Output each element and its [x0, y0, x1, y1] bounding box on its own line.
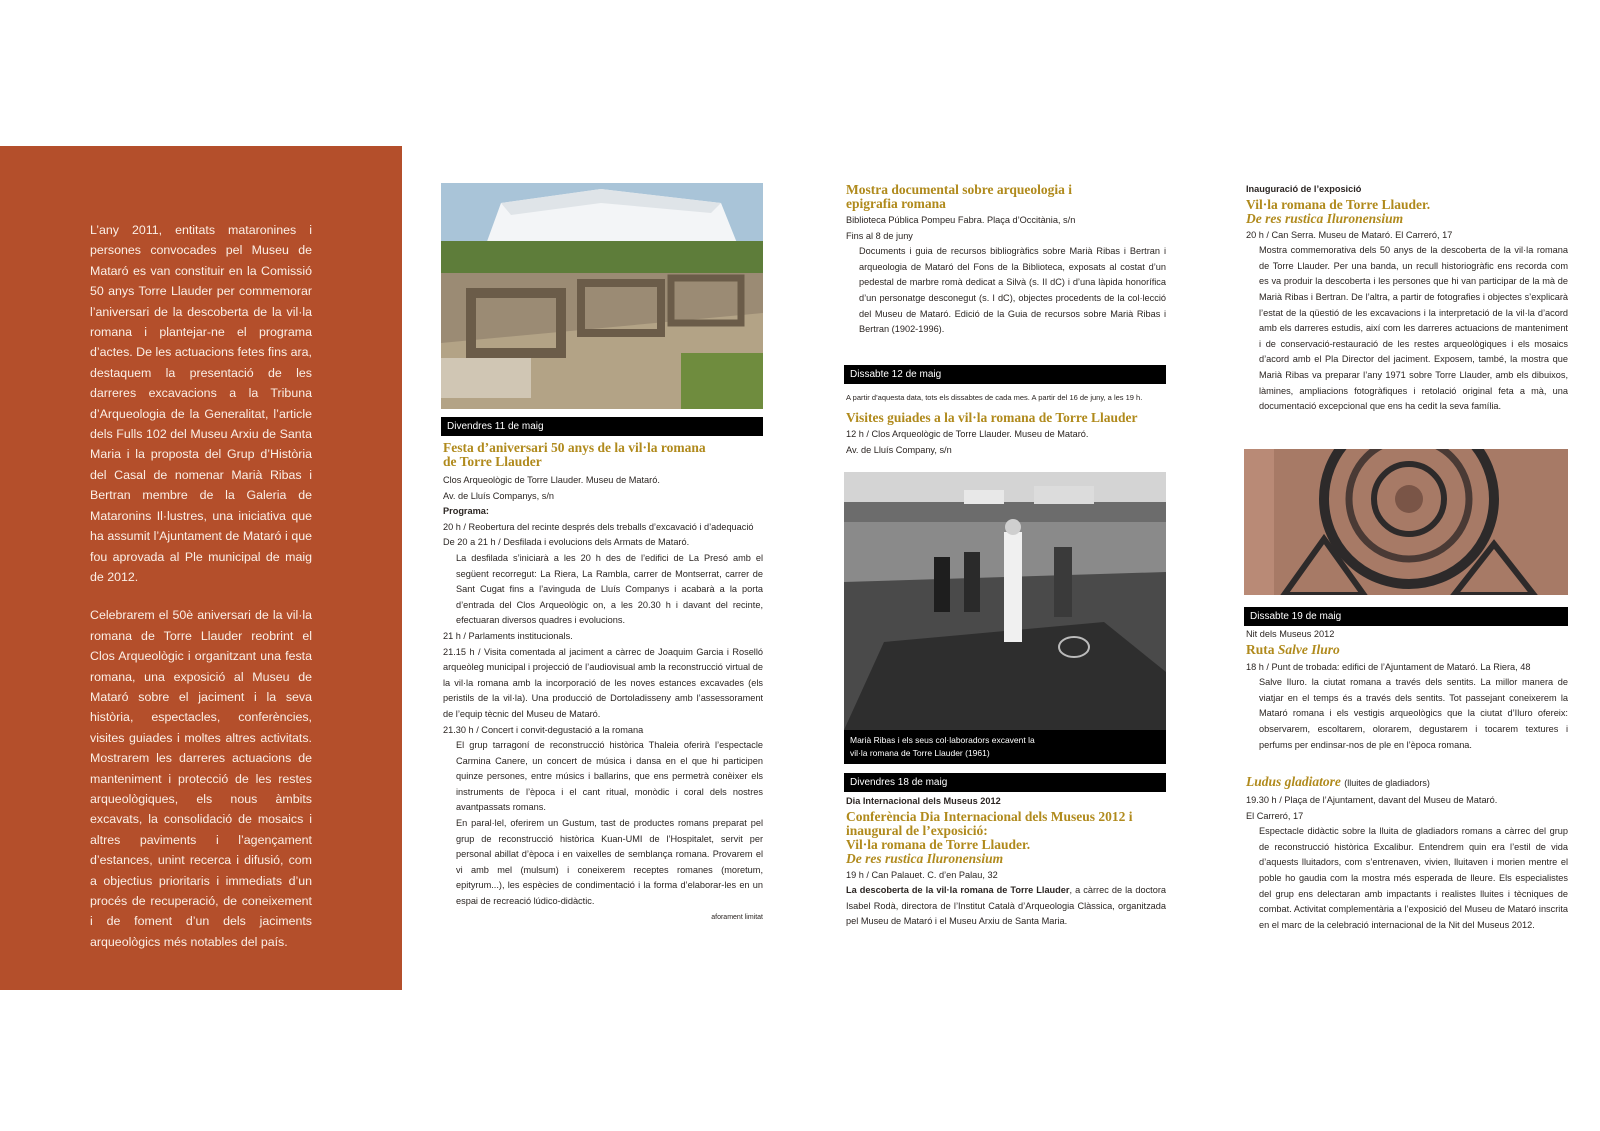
inauguration-label: Inauguració de l’exposició [1246, 184, 1362, 194]
program-item-5: 21.15 h / Visita comentada al jaciment a càrrec de Joaquim Garcia i Roselló arqueòleg municipal i projecció de l’audiovisual amb la reconstrucció virtual de la vil·la romana amb la incorporació de les noves estances excavades (els peristils de la vil·la). Una producció de Dortoladisseny amb l’assessorament de l’equip tècnic del Museu de Mataró. [443, 646, 763, 719]
route-title-name: Salve Iluro [1277, 641, 1340, 657]
museum-day-label: Dia Internacional dels Museus 2012 [846, 796, 1001, 806]
exhibition-place: 20 h / Can Serra. Museu de Mataró. El Carreró, 17 [1246, 229, 1453, 240]
sidebar-text [90, 220, 312, 970]
program-item-1: 20 h / Reobertura del recinte després dels treballs d’excavació i d’adequació [443, 521, 754, 532]
route-title [1246, 643, 1568, 657]
visits-address: Av. de Lluís Company, s/n [846, 444, 952, 455]
conferencia-section [846, 794, 1166, 930]
mostra-dates: Fins al 8 de juny [846, 230, 913, 241]
exposicio-section [1246, 182, 1568, 415]
route-description: Salve Iluro. la ciutat romana a través dels sentits. La millor manera de viatjar en el temps és a través dels sentits. Tot passejant coneixerem la Mataró romana i els vestigis arqueològics que la ciutat d’Iluro ofereix: observarem, escoltarem, olorarem, degustarem i tocarem textures i perfums per endinsar-nos de ple en l’època romana. [1259, 677, 1568, 750]
capacity-footnote: aforament limitat [711, 913, 763, 921]
visites-section [846, 384, 1166, 458]
ludus-place-line2: El Carreró, 17 [1246, 810, 1304, 821]
mostra-description: Documents i guia de recursos bibliogràfics sobre Marià Ribas i Bertran i arqueologia de Mataró del Fons de la Biblioteca, exposats al costat d’un pedestal de marbre romà dedicat a Silvà (s. II dC) i d’una làpida honorífica d’un personatge desconegut (s. I dC), objectes procedents de la col·lecció del Museu de Mataró. Edició de la Guia de recursos sobre Marià Ribas i Bertran (1902-1996). [859, 246, 1166, 335]
photo-caption [844, 730, 1166, 764]
festa-place: Clos Arqueològic de Torre Llauder. Museu de Mataró. [443, 475, 660, 485]
program-item-6: 21.30 h / Concert i convit-degustació a la romana [443, 724, 644, 735]
ludus-section [1246, 775, 1568, 933]
festa-title-line2: de Torre Llauder [443, 454, 542, 469]
festa-address: Av. de Lluís Companys, s/n [443, 490, 554, 501]
date-bar-12-may: Dissabte 12 de maig [844, 365, 1166, 384]
ludus-title-text: Ludus gladiatore [1246, 774, 1341, 789]
mostra-title-line1: Mostra documental sobre arqueologia i [846, 182, 1072, 197]
ludus-place-line1: 19.30 h / Plaça de l’Ajuntament, davant del Museu de Mataró. [1246, 795, 1498, 805]
mostra-place: Biblioteca Pública Pompeu Fabra. Plaça d’Occitània, s/n [846, 215, 1076, 225]
conference-title-line2: inaugural de l’exposició: [846, 822, 988, 838]
conference-title-line3: Vil·la romana de Torre Llauder. [846, 836, 1031, 852]
route-title-prefix: Ruta [1246, 641, 1278, 657]
exhibition-description: Mostra commemorativa dels 50 anys de la descoberta de la vil·la romana de Torre Llauder. Per una banda, un recull historiogràfic ens recorda com es va produir la descoberta i les persones que hi van participar de la mà de Marià Ribas i Bertran. De l’altra, a partir de fotografies i objectes s’explicarà l’estat de la qüestió de les excavacions i la interpretació de la vil·la d’acord amb els darreres estudis, així com les darreres actuacions de manteniment i de conservació-restauració de les restes arqueològiques i els mosaics d’acord amb el Pla Director del jaciment. Exposem, també, la mostra que Marià Ribas va preparar l’any 1971 sobre Torre Llauder, amb els dibuixos, làmines, ampliacions fotogràfiques i retolació original feta a mà, una documentació excepcional que ens ha cedit la seva família. [1259, 245, 1568, 412]
conference-title-line1: Conferència Dia Internacional dels Museus 2012 i [846, 808, 1133, 824]
conference-place: 19 h / Can Palauet. C. d’en Palau, 32 [846, 869, 998, 880]
conference-talk-details: , a càrrec de la doctora Isabel Rodà, directora de l’Institut Català d’Arqueologia Clàssica, organitzada pel Museu de Mataró i el Museu Arxiu de Santa Maria. [846, 885, 1166, 927]
date-bar-19-may: Dissabte 19 de maig [1244, 607, 1568, 626]
date-bar-18-may: Divendres 18 de maig [844, 773, 1166, 792]
date-bar-11-may: Divendres 11 de maig [441, 417, 763, 436]
mostra-section [846, 183, 1166, 338]
program-item-3: La desfilada s’iniciarà a les 20 h des de l’edifici de La Presó amb el següent recorregut: La Riera, La Rambla, carrer de Montserrat, carrer de Sant Cugat fins a l’avinguda de Lluís Companys i acabarà a la porta d’entrada del Clos Arqueològic on, a les 20.30 h i davant del recinte, efectuaran diversos quadres i evolucions. [456, 552, 763, 626]
exhibition-title-line2: De res rustica Iluronensium [1246, 210, 1404, 226]
museum-night-label: Nit dels Museus 2012 [1246, 629, 1335, 639]
visits-note: A partir d’aquesta data, tots els dissabtes de cada mes. A partir del 16 de juny, a les 19 h. [846, 392, 1143, 402]
mosaic-photo [1244, 449, 1568, 595]
sidebar-paragraph-1: L’any 2011, entitats mataronines i persones convocades pel Museu de Mataró es van constituir en la Comissió 50 anys Torre Llauder per commemorar l’aniversari de la descoberta de la vil·la romana i plantejar-ne el programa d’actes. De les actuacions fetes fins ara, destaquem la presentació de les darreres excavacions a la Tribuna d’Arqueologia de la Generalitat, l’article dels Fulls 102 del Museu Arxiu de Santa Maria i la proposta del Grup d’Història del Casal de nomenar Marià Ribas i Bertran membre de la Galeria de Mataronins Il·lustres, una iniciativa que ha assumit l’Ajuntament de Mataró i que fou aprovada al Ple municipal de maig de 2012. [90, 223, 312, 584]
route-place: 18 h / Punt de trobada: edifici de l’Ajuntament de Mataró. La Riera, 48 [1246, 661, 1531, 672]
conference-description [846, 883, 1166, 930]
historic-excavation-photo [844, 472, 1166, 730]
festa-title-line1: Festa d’aniversari 50 anys de la vil·la romana [443, 440, 706, 455]
nit-museus-section [1246, 627, 1568, 753]
ludus-description: Espectacle didàctic sobre la lluita de gladiadors romans a càrrec del grup de reconstrucció històrica Excalibur. Entendrem quin era l’estil de vida d’aquests lluitadors, com s’entrenaven, vivien, lluitaven i morien mentre el poble ho gaudia com la mostra més esperada de lleure. Els especialistes del grup ens delectaran amb impactants i realistes lluites i tècniques de combat. Activitat complementària a l’exposició del Museu de Mataró inscrita en el marc de la celebració internacional de la Nit del Museus 2012. [1259, 826, 1568, 930]
program-item-4: 21 h / Parlaments institucionals. [443, 630, 573, 641]
photo-caption-line2: vil·la romana de Torre Llauder (1961) [850, 748, 990, 758]
mostra-title-line2: epigrafia romana [846, 196, 946, 211]
exhibition-title-line1: Vil·la romana de Torre Llauder. [1246, 196, 1431, 212]
program-item-7: El grup tarragoní de reconstrucció històrica Thaleia oferirà l’espectacle Carmina Canere, un concert de música i dansa en el que hi participen quinze persones, entre músics i ballarins, que ens permetrà conèixer els instruments de l’època i el cant ritual, monòdic i coral dels nostres avantpassats romans. [456, 740, 763, 813]
ludus-subtitle: (lluites de gladiadors) [1344, 778, 1430, 788]
programa-label: Programa: [443, 506, 489, 517]
ludus-title [1246, 775, 1568, 790]
visits-place: 12 h / Clos Arqueològic de Torre Llauder. Museu de Mataró. [846, 429, 1089, 439]
excavation-site-photo [441, 183, 763, 409]
conference-talk-title: La descoberta de la vil·la romana de Torre Llauder [846, 885, 1070, 896]
festa-section [443, 441, 763, 924]
photo-caption-line1: Marià Ribas i els seus col·laboradors excavent la [850, 735, 1035, 745]
program-item-2: De 20 a 21 h / Desfilada i evolucions dels Armats de Mataró. [443, 537, 690, 548]
conference-title-line4: De res rustica Iluronensium [846, 850, 1004, 866]
sidebar-paragraph-2: Celebrarem el 50è aniversari de la vil·la romana de Torre Llauder reobrint el Clos Arqueològic i organitzant una festa romana, una exposició al Museu de Mataró sobre el jaciment i la seva història, espectacles, conferències, visites guiades i moltes altres activitats. Mostrarem les darreres actuacions de manteniment i protecció de les restes arqueològiques, els nous àmbits excavats, la consolidació de mosaics i altres paviments i l’agençament d’estances, unint recerca i difusió, com a objectius prioritaris i immediats d’un procés de recuperació, de coneixement i de foment d’un dels jaciments arqueològics més notables del país. [90, 608, 312, 949]
visits-title: Visites guiades a la vil·la romana de Torre Llauder [846, 410, 1138, 425]
program-item-8: En paral·lel, oferirem un Gustum, tast de productes romans preparat pel grup de reconstrucció històrica Kuan-UMI de l’Hospitalet, servit per personal abillat d’època i en vaixelles de semblança romana. Provarem el vi amb mel (mulsum) i coneixerem receptes romanes (moretum, epityrum...), les espècies de condimentació i la forma d’elaborar-les en un espai de recreació lúdico-didàctic. [456, 818, 763, 907]
